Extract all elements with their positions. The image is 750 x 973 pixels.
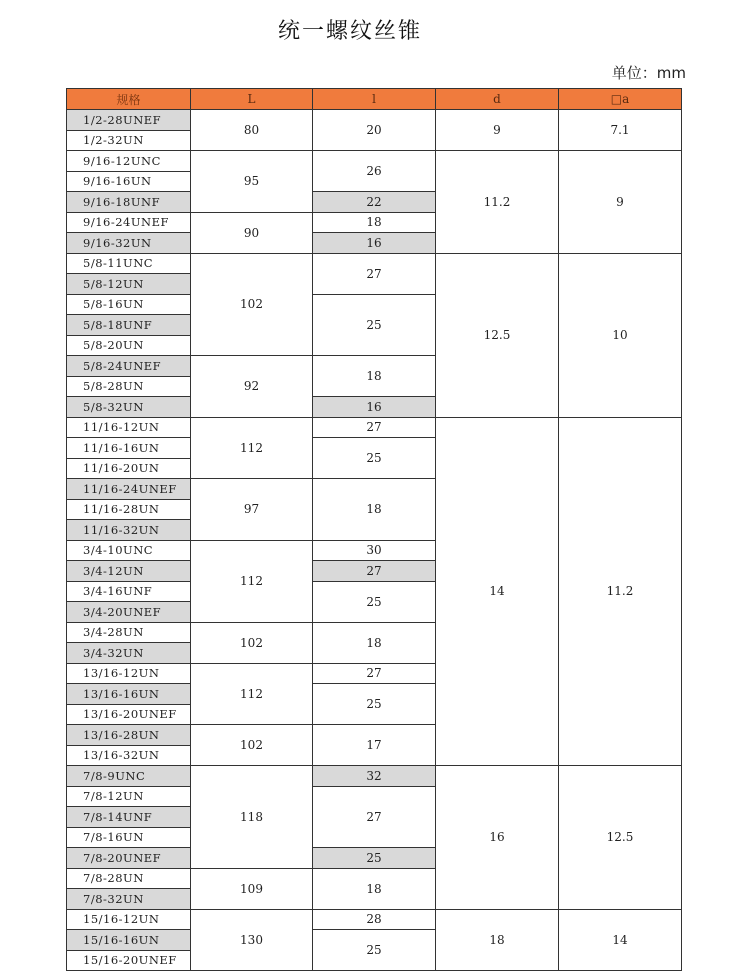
a-cell: 7.1 bbox=[558, 109, 682, 151]
spec-cell: 9/16-18UNF bbox=[66, 191, 191, 213]
spec-cell: 13/16-16UN bbox=[66, 683, 191, 705]
spec-cell: 5/8-32UN bbox=[66, 396, 191, 418]
l-cell: 27 bbox=[312, 417, 436, 439]
spec-cell: 11/16-28UN bbox=[66, 499, 191, 521]
spec-cell: 15/16-20UNEF bbox=[66, 950, 191, 972]
l-cell: 27 bbox=[312, 786, 436, 849]
l-cell: 20 bbox=[312, 109, 436, 151]
l-cell: 32 bbox=[312, 765, 436, 787]
L-cell: 102 bbox=[190, 253, 313, 357]
l-cell: 18 bbox=[312, 868, 436, 910]
l-cell: 27 bbox=[312, 560, 436, 582]
l-cell: 18 bbox=[312, 478, 436, 541]
l-cell: 25 bbox=[312, 847, 436, 869]
l-cell: 25 bbox=[312, 683, 436, 725]
l-cell: 30 bbox=[312, 540, 436, 562]
l-cell: 18 bbox=[312, 355, 436, 397]
a-cell: 10 bbox=[558, 253, 682, 418]
spec-cell: 9/16-24UNEF bbox=[66, 212, 191, 234]
a-cell: 14 bbox=[558, 909, 682, 972]
spec-cell: 9/16-16UN bbox=[66, 171, 191, 193]
spec-cell: 5/8-11UNC bbox=[66, 253, 191, 275]
L-cell: 112 bbox=[190, 540, 313, 623]
spec-cell: 11/16-12UN bbox=[66, 417, 191, 439]
header-d: d bbox=[435, 88, 559, 110]
l-cell: 18 bbox=[312, 622, 436, 664]
spec-cell: 13/16-32UN bbox=[66, 745, 191, 767]
spec-cell: 7/8-28UN bbox=[66, 868, 191, 890]
l-cell: 16 bbox=[312, 396, 436, 418]
spec-cell: 5/8-16UN bbox=[66, 294, 191, 316]
spec-cell: 15/16-16UN bbox=[66, 929, 191, 951]
spec-cell: 9/16-32UN bbox=[66, 232, 191, 254]
a-cell: 9 bbox=[558, 150, 682, 254]
spec-cell: 13/16-20UNEF bbox=[66, 704, 191, 726]
header-L: L bbox=[190, 88, 313, 110]
spec-cell: 3/4-28UN bbox=[66, 622, 191, 644]
spec-cell: 5/8-18UNF bbox=[66, 314, 191, 336]
l-cell: 27 bbox=[312, 253, 436, 295]
header-l: l bbox=[312, 88, 436, 110]
spec-cell: 1/2-28UNEF bbox=[66, 109, 191, 131]
spec-cell: 7/8-12UN bbox=[66, 786, 191, 808]
page-title: 统一螺纹丝锥 bbox=[277, 19, 422, 44]
unit-label: 单位：mm bbox=[611, 64, 686, 82]
spec-cell: 11/16-24UNEF bbox=[66, 478, 191, 500]
spec-cell: 3/4-10UNC bbox=[66, 540, 191, 562]
spec-cell: 11/16-16UN bbox=[66, 437, 191, 459]
spec-cell: 7/8-20UNEF bbox=[66, 847, 191, 869]
spec-cell: 3/4-32UN bbox=[66, 642, 191, 664]
l-cell: 27 bbox=[312, 663, 436, 685]
L-cell: 97 bbox=[190, 478, 313, 541]
L-cell: 90 bbox=[190, 212, 313, 254]
spec-cell: 5/8-28UN bbox=[66, 376, 191, 398]
L-cell: 102 bbox=[190, 622, 313, 664]
L-cell: 102 bbox=[190, 724, 313, 766]
spec-cell: 7/8-16UN bbox=[66, 827, 191, 849]
header-spec: 规格 bbox=[66, 88, 191, 110]
L-cell: 118 bbox=[190, 765, 313, 869]
L-cell: 80 bbox=[190, 109, 313, 151]
l-cell: 17 bbox=[312, 724, 436, 766]
d-cell: 16 bbox=[435, 765, 559, 910]
spec-cell: 3/4-20UNEF bbox=[66, 601, 191, 623]
l-cell: 28 bbox=[312, 909, 436, 931]
L-cell: 112 bbox=[190, 417, 313, 480]
a-cell: 12.5 bbox=[558, 765, 682, 910]
l-cell: 25 bbox=[312, 437, 436, 479]
d-cell: 11.2 bbox=[435, 150, 559, 254]
L-cell: 130 bbox=[190, 909, 313, 972]
spec-cell: 7/8-14UNF bbox=[66, 806, 191, 828]
l-cell: 25 bbox=[312, 294, 436, 357]
spec-cell: 3/4-16UNF bbox=[66, 581, 191, 603]
a-cell: 11.2 bbox=[558, 417, 682, 767]
d-cell: 12.5 bbox=[435, 253, 559, 418]
spec-cell: 11/16-32UN bbox=[66, 519, 191, 541]
d-cell: 18 bbox=[435, 909, 559, 972]
L-cell: 109 bbox=[190, 868, 313, 910]
L-cell: 95 bbox=[190, 150, 313, 213]
spec-cell: 7/8-9UNC bbox=[66, 765, 191, 787]
spec-cell: 3/4-12UN bbox=[66, 560, 191, 582]
spec-cell: 9/16-12UNC bbox=[66, 150, 191, 172]
L-cell: 92 bbox=[190, 355, 313, 418]
l-cell: 25 bbox=[312, 581, 436, 623]
spec-cell: 5/8-12UN bbox=[66, 273, 191, 295]
L-cell: 112 bbox=[190, 663, 313, 726]
spec-cell: 15/16-12UN bbox=[66, 909, 191, 931]
d-cell: 14 bbox=[435, 417, 559, 767]
spec-cell: 11/16-20UN bbox=[66, 458, 191, 480]
l-cell: 18 bbox=[312, 212, 436, 234]
spec-cell: 5/8-24UNEF bbox=[66, 355, 191, 377]
spec-cell: 13/16-28UN bbox=[66, 724, 191, 746]
l-cell: 16 bbox=[312, 232, 436, 254]
spec-cell: 13/16-12UN bbox=[66, 663, 191, 685]
spec-cell: 7/8-32UN bbox=[66, 888, 191, 910]
d-cell: 9 bbox=[435, 109, 559, 151]
l-cell: 26 bbox=[312, 150, 436, 192]
l-cell: 25 bbox=[312, 929, 436, 971]
spec-cell: 5/8-20UN bbox=[66, 335, 191, 357]
l-cell: 22 bbox=[312, 191, 436, 213]
spec-cell: 1/2-32UN bbox=[66, 130, 191, 152]
header-a: □a bbox=[558, 88, 682, 110]
